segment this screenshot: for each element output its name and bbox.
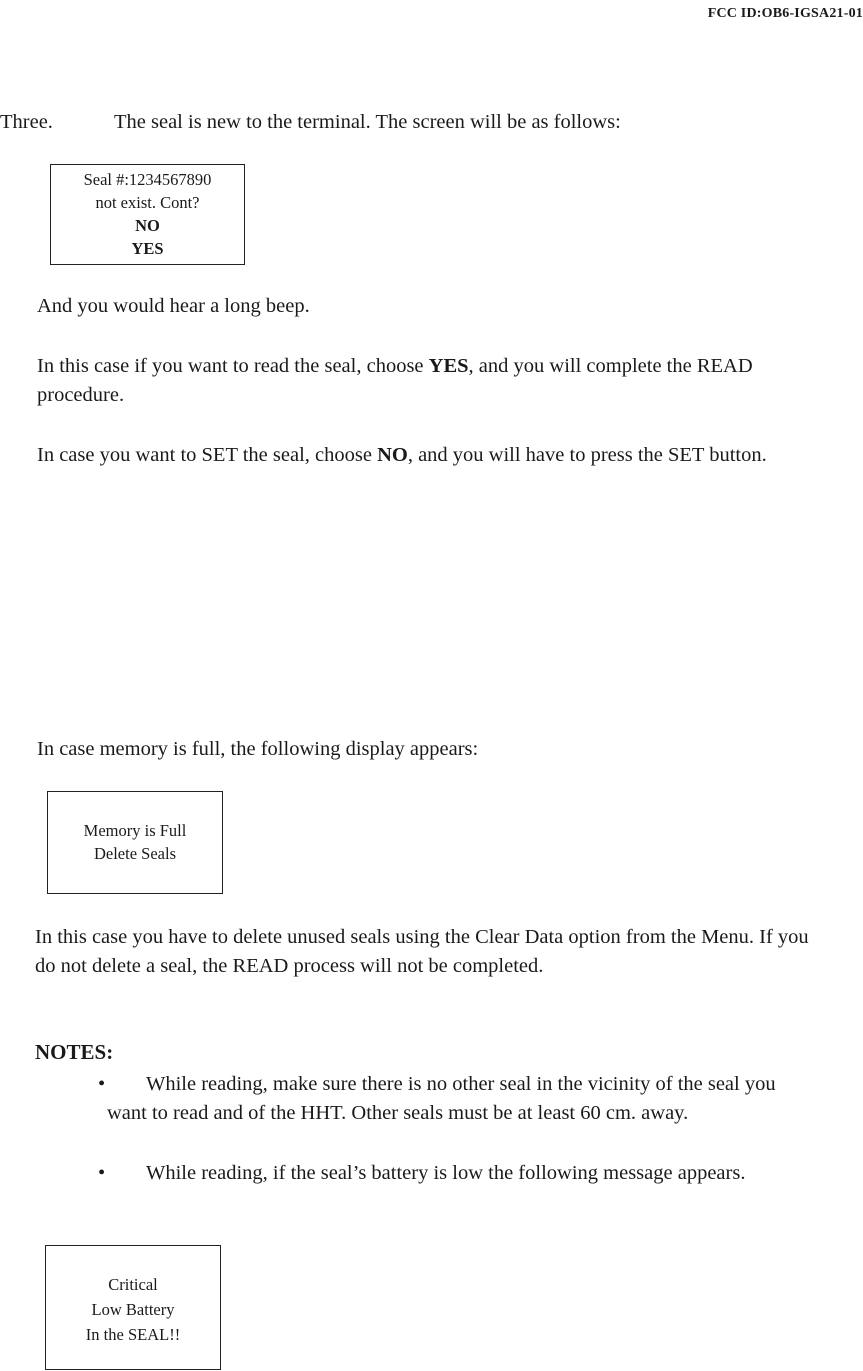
step-text: The seal is new to the terminal. The screen will be as follows: xyxy=(114,111,621,133)
lcd-screen-low-battery xyxy=(45,1245,221,1370)
memory-full-paragraph: In this case you have to delete unused seals using the Clear Data option from the Menu. If you do not delete a seal, the READ process will not be completed. xyxy=(35,926,809,977)
step-number: Three. xyxy=(0,111,53,133)
note-text-vicinity: While reading, make sure there is no other seal in the vicinity of the seal you want to read and of the HHT. Other seals must be at least 60 cm. away. xyxy=(107,1073,776,1124)
note-item-vicinity xyxy=(98,1070,807,1128)
read-case-text-after: , and you will complete the READ procedure. xyxy=(37,355,753,406)
read-case-paragraph xyxy=(37,352,807,410)
lcd-line-critical: Critical xyxy=(108,1275,158,1294)
bullet-icon: • xyxy=(98,1162,106,1184)
set-case-text-after: , and you will have to press the SET button. xyxy=(407,444,767,466)
lcd-line-in-the-seal: In the SEAL!! xyxy=(85,1325,181,1344)
set-case-text-before: In case you want to SET the seal, choose xyxy=(37,444,378,466)
lcd-line-delete-seals: Delete Seals xyxy=(93,844,176,863)
read-case-yes: YES xyxy=(428,355,469,377)
notes-heading: NOTES: xyxy=(35,1040,114,1064)
lcd-screen-seal-not-exist xyxy=(50,164,245,265)
note-text-low-battery: While reading, if the seal’s battery is low the following message appears. xyxy=(146,1162,746,1184)
lcd-line-seal-number: Seal #:1234567890 xyxy=(83,170,212,189)
set-case-no: NO xyxy=(377,444,408,466)
lcd-line-low-battery: Low Battery xyxy=(91,1300,175,1319)
lcd-line-memory-full: Memory is Full xyxy=(83,821,187,840)
lcd-line-not-exist: not exist. Cont? xyxy=(95,193,200,212)
set-case-paragraph xyxy=(37,441,812,470)
memory-full-intro: In case memory is full, the following display appears: xyxy=(37,738,479,760)
note-item-low-battery xyxy=(98,1159,807,1188)
long-beep-text: And you would hear a long beep. xyxy=(37,295,310,317)
lcd-option-yes: YES xyxy=(131,239,164,258)
read-case-text-before: In this case if you want to read the seal, choose xyxy=(37,355,429,377)
bullet-icon: • xyxy=(98,1073,106,1095)
lcd-screen-memory-full xyxy=(47,791,223,894)
step-three-intro xyxy=(0,108,621,137)
lcd-option-no: NO xyxy=(135,216,160,235)
fcc-id-header: FCC ID:OB6-IGSA21-01 xyxy=(707,6,863,21)
